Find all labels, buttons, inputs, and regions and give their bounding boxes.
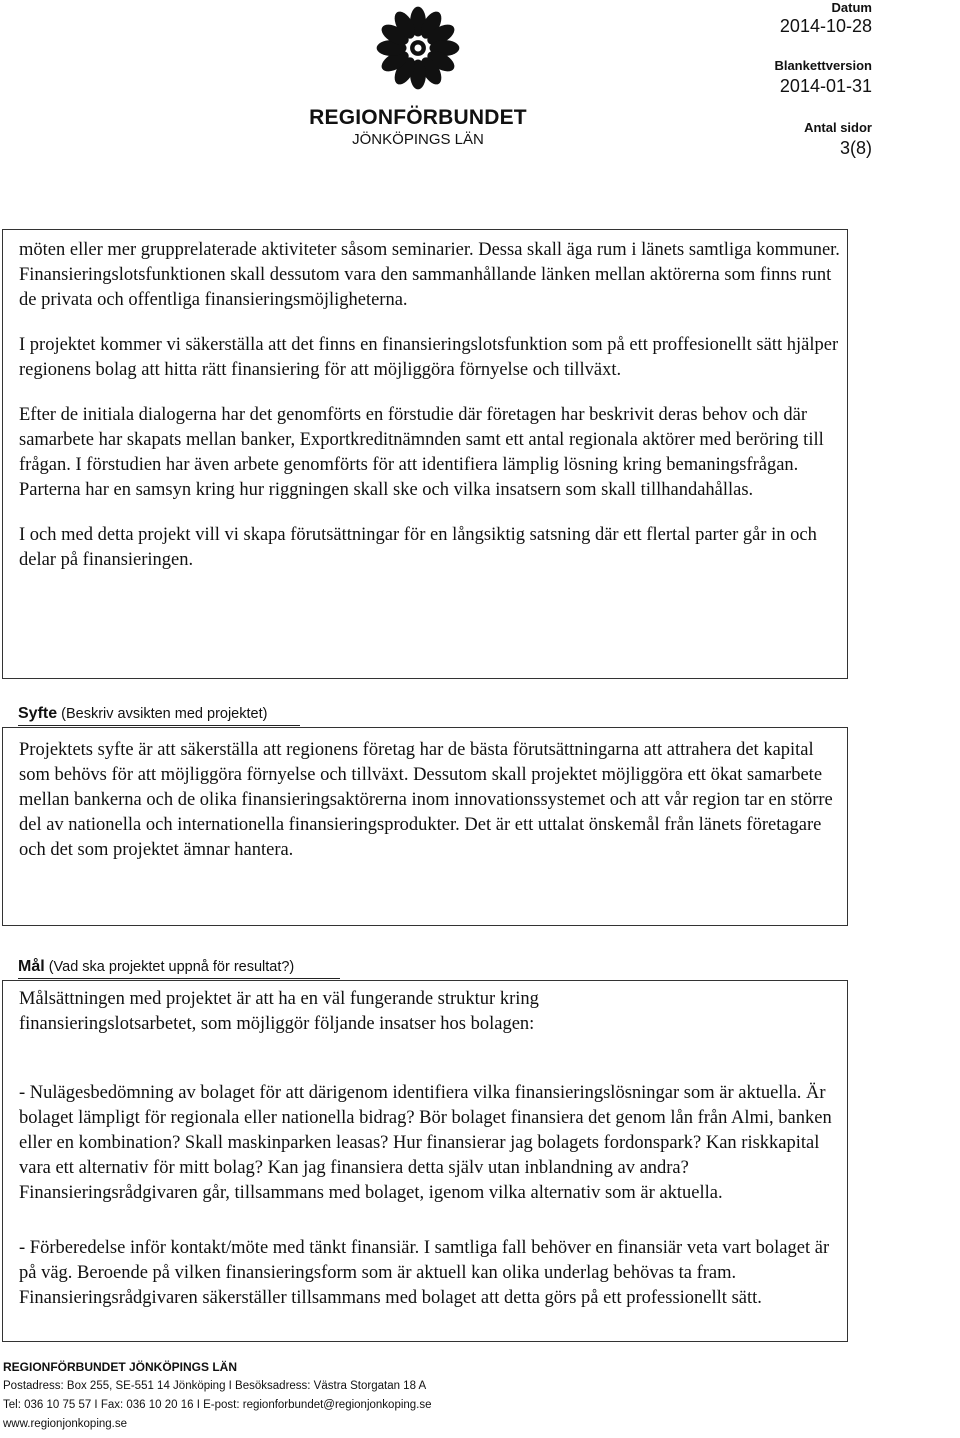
paragraph-3: Efter de initiala dialogerna har det genomförts en förstudie där företagen har beskrivit deras behov och där samarbete har skapats mellan banker, Exportkreditnämnden samt ett antal regionala aktörer med beröring till frågan. I förstudien har även arbete genomförts för att identifiera lämplig lösning kring bemaningsfrågan. Parterna har en samsyn kring hur riggningen skall ske och vilka insatsern som skall tillhandahållas.: [19, 405, 824, 500]
datum-label: Datum: [831, 0, 872, 15]
antal-sidor-value: 3(8): [839, 138, 872, 158]
paragraph-2: I projektet kommer vi säkerställa att det finns en finansieringslotsfunktion som på ett proffesionellt sätt hjälper regionens bolag att hitta rätt finansiering för att möjliggöra förnyelse och tillväxt.: [19, 335, 839, 380]
blankettversion-value: 2014-01-31: [779, 76, 872, 96]
footer: [3, 1358, 432, 1434]
paragraph-1: möten eller mer grupprelaterade aktiviteter såsom seminarier. Dessa skall äga rum i länets samtliga kommuner. Finansieringslotsfunktionen skall dessutom vara den sammanhållande länken mellan aktörerna som finns runt de privata och offentliga finansieringsmöjligheterna.: [19, 240, 840, 310]
mal-intro: Målsättningen med projektet är att ha en väl fungerande struktur kring finansieringslotsarbetet, som möjliggör följande insatser hos bolagen:: [19, 989, 539, 1034]
mal-box: [2, 980, 848, 1342]
description-box: [2, 229, 848, 679]
syfte-box: [2, 727, 848, 926]
mal-heading: [18, 958, 340, 979]
footer-address: Postadress: Box 255, SE-551 14 Jönköping I Besöksadress: Västra Storgatan 18 A: [3, 1380, 427, 1392]
footer-contact: Tel: 036 10 75 57 I Fax: 036 10 20 16 I E-post: regionforbundet@regionjonkoping.se: [3, 1399, 432, 1411]
mal-bullet-1: - Nulägesbedömning av bolaget för att därigenom identifiera vilka finansieringslösningar som är aktuella. Är bolaget lämpligt för regionala eller nationella bidrag? Bör bolaget finansiera det genom lån från Almi, banken eller en kombination? Skall maskinparken leasas? Hur finansierar jag bolagets fordonspark? Kan riskkapital vara ett alternativ för mitt bolag? Kan jag finansiera detta själv utan inblandning av andra? Finansieringsrådgivaren går, tillsammans med bolaget, igenom vilka alternativ som är aktuella.: [19, 1083, 832, 1203]
syfte-note: (Beskriv avsikten med projektet): [61, 706, 268, 722]
paragraph-4: I och med detta projekt vill vi skapa förutsättningar för en långsiktig satsning där ett flertal parter går in och delar på finansieringen.: [19, 525, 817, 570]
footer-title: REGIONFÖRBUNDET JÖNKÖPINGS LÄN: [3, 1360, 238, 1374]
blankettversion-label: Blankettversion: [774, 58, 872, 73]
regionforbundet-logo: [374, 4, 462, 92]
org-subtitle: JÖNKÖPINGS LÄN: [352, 131, 484, 148]
mal-note: (Vad ska projektet uppnå för resultat?): [48, 959, 295, 975]
datum-value: 2014-10-28: [779, 16, 872, 36]
syfte-text: Projektets syfte är att säkerställa att regionens företag har de bästa förutsättningarna att attrahera det kapital som behövs för att möjliggöra förnyelse och tillväxt. Dessutom skall projektet möjliggöra ett ökat samarbete mellan bankerna och de olika finansieringsaktörerna inom innovationssystemet och att vår region tar en större del av nationella och internationella finansieringsprodukter. Det är ett uttalat önskemål från länets företagare och det som projektet ämnar hantera.: [19, 740, 833, 860]
mal-title: Mål: [18, 958, 45, 975]
syfte-title: Syfte: [18, 705, 58, 722]
org-name: REGIONFÖRBUNDET: [309, 106, 527, 129]
antal-sidor-label: Antal sidor: [804, 120, 872, 135]
mal-bullet-2: - Förberedelse inför kontakt/möte med tänkt finansiär. I samtliga fall behöver en finansiär veta vart bolaget är på väg. Beroende på vilken finansieringsform som är aktuell kan olika underlag behövas ta fram. Finansieringsrådgivaren säkerställer tillsammans med bolaget att detta görs på ett professionellt sätt.: [19, 1238, 830, 1308]
footer-website[interactable]: www.regionjonkoping.se: [3, 1418, 128, 1430]
syfte-heading: [18, 705, 300, 726]
